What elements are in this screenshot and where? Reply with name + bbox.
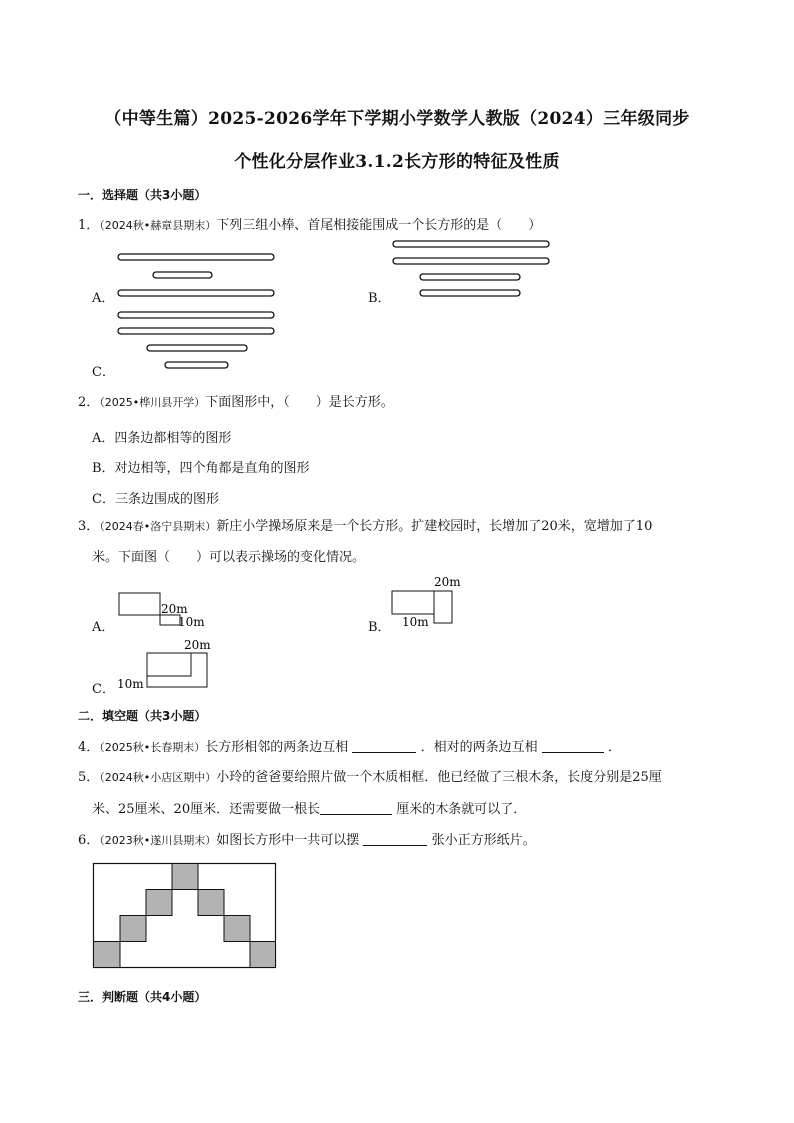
stick xyxy=(118,328,274,334)
stick xyxy=(147,345,247,351)
question-5-text-line1: 小玲的爸爸要给照片做一个木质相框．他已经做了三根木条，长度分别是25厘 xyxy=(216,770,662,785)
section-judge-heading: 三．判断题（共4小题） xyxy=(78,990,207,1004)
q3-option-a-label: A． xyxy=(92,620,115,635)
stick xyxy=(165,362,228,368)
worksheet-title-line2: 个性化分层作业3.1.2长方形的特征及性质 xyxy=(234,152,560,172)
question-4-text-part1: 长方形相邻的两条边互相 xyxy=(205,740,349,755)
original-field-rect xyxy=(119,593,160,615)
q3-figure-a xyxy=(112,588,222,632)
question-2 xyxy=(78,396,394,409)
question-4-text-part2: ．相对的两条边互相 xyxy=(420,740,538,755)
section-choice-heading: 一．选择题（共3小题） xyxy=(78,188,207,202)
stick xyxy=(118,312,274,318)
question-6-source: （2023秋•遂川县期末） xyxy=(99,834,217,847)
question-3-text-line1: 新庄小学操场原来是一个长方形。扩建校园时，长增加了20米，宽增加了10 xyxy=(216,519,653,534)
added-rect xyxy=(160,615,180,625)
original-field-rect xyxy=(392,591,434,614)
q1-option-a-label: A． xyxy=(92,291,115,306)
question-5-line2 xyxy=(92,802,526,816)
stick xyxy=(393,241,549,247)
question-1-text: 下列三组小棒、首尾相接能围成一个长方形的是（ ） xyxy=(216,218,542,233)
original-field-outline xyxy=(147,653,191,676)
q1-option-c-label: C． xyxy=(92,365,115,380)
q3-a-label-10m: 10m xyxy=(178,615,205,629)
question-1 xyxy=(78,219,541,232)
section-fill-heading: 二．填空题（共3小题） xyxy=(78,709,207,723)
q1-sticks-group-c xyxy=(110,308,285,374)
small-square xyxy=(146,890,172,916)
stick xyxy=(393,258,549,264)
question-5-number: 5． xyxy=(78,770,100,785)
stick xyxy=(420,290,520,296)
q3-a-label-20m: 20m xyxy=(161,602,188,616)
q1-option-b-label: B． xyxy=(368,291,391,306)
question-3-text-line2: 米。下面图（ ）可以表示操场的变化情况。 xyxy=(92,550,366,565)
q3-c-label-20m: 20m xyxy=(184,638,211,652)
q6-rectangle-figure xyxy=(92,862,278,970)
question-5-text-line2-part2: 厘米的木条就可以了． xyxy=(396,802,527,817)
q1-sticks-group-b xyxy=(385,236,560,302)
q6-answer-blank[interactable] xyxy=(363,833,427,846)
question-6-number: 6． xyxy=(78,833,100,848)
added-rect xyxy=(434,591,452,623)
question-5-text-line2-part1: 米、25厘米、20厘米．还需要做一根长 xyxy=(92,802,321,817)
q5-answer-blank[interactable] xyxy=(320,802,392,815)
stick xyxy=(118,290,274,296)
q2-option-a: A．四条边都相等的图形 xyxy=(92,431,232,446)
q3-figure-b xyxy=(388,574,468,632)
question-4 xyxy=(78,740,621,754)
stick xyxy=(153,272,212,278)
small-square xyxy=(172,864,198,890)
stick xyxy=(420,274,520,280)
question-2-text: 下面图形中，（ ）是长方形。 xyxy=(205,395,394,410)
question-2-number: 2． xyxy=(78,395,100,410)
q3-option-b-label: B． xyxy=(368,620,391,635)
question-4-number: 4． xyxy=(78,740,100,755)
question-1-source: （2024秋•赫章县期末） xyxy=(99,219,217,232)
q3-figure-c xyxy=(112,636,222,692)
question-4-text-part3: ． xyxy=(607,740,621,755)
question-1-number: 1． xyxy=(78,218,100,233)
q2-option-c: C．三条边围成的图形 xyxy=(92,492,219,507)
q3-b-label-20m: 20m xyxy=(434,575,461,589)
question-6-text-part2: 张小正方形纸片。 xyxy=(431,833,536,848)
small-square xyxy=(198,890,224,916)
q2-option-b: B．对边相等，四个角都是直角的图形 xyxy=(92,461,310,476)
stick xyxy=(118,254,274,260)
q4-answer-blank-2[interactable] xyxy=(542,740,604,753)
question-3-number: 3． xyxy=(78,519,100,534)
small-square xyxy=(250,942,276,968)
question-5-source: （2024秋•小店区期中） xyxy=(99,771,217,784)
expanded-field-rect xyxy=(147,653,207,687)
q3-b-label-10m: 10m xyxy=(402,615,429,629)
q1-sticks-group-a xyxy=(110,250,285,302)
small-square xyxy=(120,916,146,942)
question-3-source: （2024春•洛宁县期末） xyxy=(99,520,217,533)
question-5-line1 xyxy=(78,771,662,784)
question-3-line1 xyxy=(78,520,652,533)
small-square xyxy=(224,916,250,942)
question-6-text-part1: 如图长方形中一共可以摆 xyxy=(216,833,360,848)
worksheet-title-line1: （中等生篇）2025-2026学年下学期小学数学人教版（2024）三年级同步 xyxy=(104,109,690,129)
question-4-source: （2025秋•长春期末） xyxy=(99,741,206,754)
question-6 xyxy=(78,833,536,847)
question-2-source: （2025•桦川县开学） xyxy=(99,396,206,409)
q4-answer-blank-1[interactable] xyxy=(352,740,416,753)
small-square xyxy=(94,942,121,968)
q3-option-c-label: C． xyxy=(92,682,115,697)
q3-c-label-10m: 10m xyxy=(117,677,144,691)
